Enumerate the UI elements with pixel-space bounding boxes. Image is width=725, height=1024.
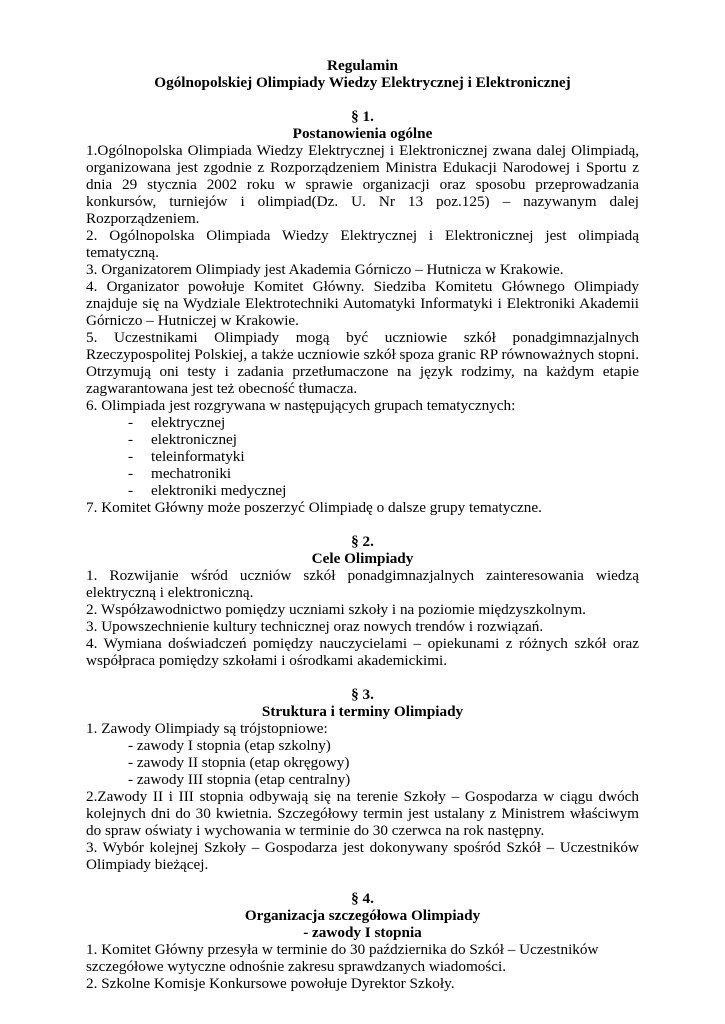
section-1-paragraph-3: 3. Organizatorem Olimpiady jest Akademia Górniczo – Hutnicza w Krakowie. [86,261,564,278]
section-4-number: § 4. [351,890,374,907]
section-3-paragraph-1: 1. Zawody Olimpiady są trójstopniowe: [86,720,328,737]
section-1-paragraph-1: 1.Ogólnopolska Olimpiada Wiedzy Elektrycznej i Elektronicznej zwana dalej Olimpiadą, organizowana jest zgodnie z Rozporządzeniem Ministra Edukacji Narodowej i Sportu z dnia 29 stycznia 2002 roku w sprawie organizacji oraz sposobu przeprowadzania konkursów, turniejów i olimpiad(Dz. U. Nr 13 poz.125) – nazywanym dalej Rozporządzeniem. [86,142,639,227]
section-3-number: § 3. [351,686,374,703]
document-page [86,57,639,992]
section-3-paragraph-3: 3. Wybór kolejnej Szkoły – Gospodarza jest dokonywany spośród Szkół – Uczestników Olimpiady bieżącej. [86,839,639,873]
section-2-number: § 2. [351,533,374,550]
list-item: - elektrycznej [128,414,226,431]
section-1-paragraph-7: 7. Komitet Główny może poszerzyć Olimpiadę o dalsze grupy tematyczne. [86,499,542,516]
list-item: - zawody III stopnia (etap centralny) [128,771,351,788]
section-1-paragraph-5: 5. Uczestnikami Olimpiady mogą być uczniowie szkół ponadgimnazjalnych Rzeczypospolitej Polskiej, a także uczniowie szkół spoza granic RP równoważnych stopni. Otrzymują oni testy i zadania przetłumaczone na język rodzimy, na każdym etapie zagwarantowana jest też obecność tłumacza. [86,329,639,397]
section-4 [86,890,639,992]
section-3-paragraph-2: 2.Zawody II i III stopnia odbywają się na terenie Szkoły – Gospodarza w ciągu dwóch kolejnych dni do 30 kwietnia. Szczegółowy termin jest ustalany z Ministrem właściwym do spraw oświaty i wychowania w terminie do 30 czerwca na rok następny. [86,788,639,839]
section-4-paragraph-1: 1. Komitet Główny przesyła w terminie do 30 października do Szkół – Uczestników szczegółowe wytyczne odnośnie zakresu sprawdzanych wiadomości. [86,941,599,975]
section-2 [86,533,639,669]
section-4-paragraph-2: 2. Szkolne Komisje Konkursowe powołuje Dyrektor Szkoły. [86,975,455,992]
section-2-paragraph-4: 4. Wymiana doświadczeń pomiędzy nauczycielami – opiekunami z różnych szkół oraz współpraca pomiędzy szkołami i ośrodkami akademickimi. [86,635,639,669]
section-4-subheading: - zawody I stopnia [303,924,422,941]
list-item: - mechatroniki [128,465,232,482]
section-2-paragraph-2: 2. Współzawodnictwo pomiędzy uczniami szkoły i na poziomie międzyszkolnym. [86,601,586,618]
section-2-paragraph-3: 3. Upowszechnienie kultury technicznej oraz nowych trendów i rozwiązań. [86,618,544,635]
section-1-paragraph-6: 6. Olimpiada jest rozgrywana w następujących grupach tematycznych: [86,397,516,414]
list-item: - elektronicznej [128,431,238,448]
section-1-paragraph-2: 2. Ogólnopolska Olimpiada Wiedzy Elektrycznej i Elektronicznej jest olimpiadą tematyczną. [86,227,639,261]
section-2-paragraph-1: 1. Rozwijanie wśród uczniów szkół ponadgimnazjalnych zainteresowania wiedzą elektryczną i elektroniczną. [86,567,639,601]
list-item: - teleinformatyki [128,448,245,465]
section-1-number: § 1. [351,108,374,125]
thematic-groups-list [86,414,639,499]
section-3 [86,686,639,873]
document-title: Regulamin [327,57,398,74]
list-item: - elektroniki medycznej [128,482,287,499]
section-1-paragraph-4: 4. Organizator powołuje Komitet Główny. Siedziba Komitetu Głównego Olimpiady znajduje się na Wydziale Elektrotechniki Automatyki Informatyki i Elektroniki Akademii Górniczo – Hutniczej w Krakowie. [86,278,639,329]
section-1-heading: Postanowienia ogólne [292,125,433,142]
list-item: - zawody II stopnia (etap okręgowy) [128,754,350,771]
section-2-heading: Cele Olimpiady [311,550,414,567]
section-1 [86,108,639,516]
section-3-heading: Struktura i terminy Olimpiady [261,703,464,720]
section-4-heading: Organizacja szczegółowa Olimpiady [244,907,481,924]
list-item: - zawody I stopnia (etap szkolny) [128,737,331,754]
document-subtitle: Ogólnopolskiej Olimpiady Wiedzy Elektrycznej i Elektronicznej [154,74,571,91]
